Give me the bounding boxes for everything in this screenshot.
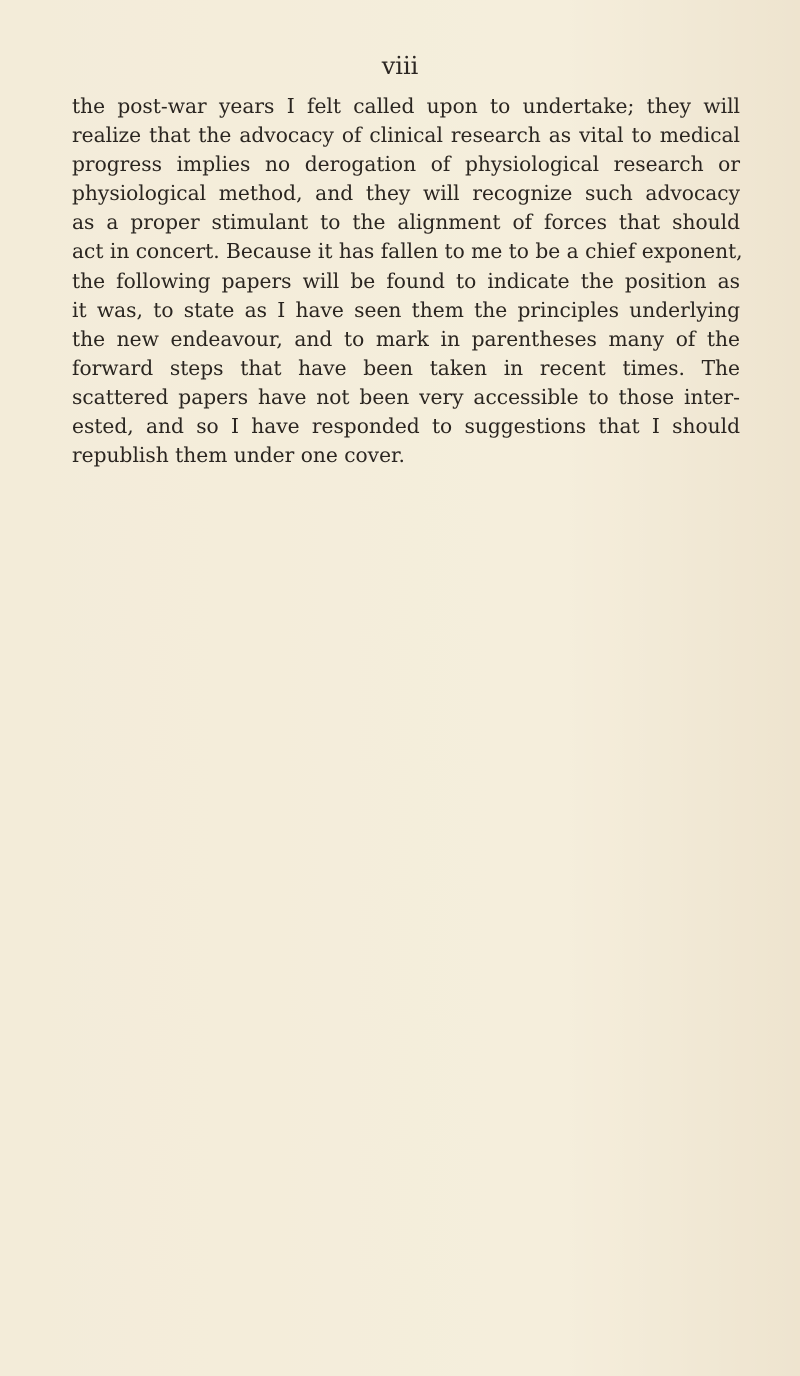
page-number: viii xyxy=(381,52,419,80)
text-line: the following papers will be found to indicate the position as xyxy=(72,268,740,293)
text-line: the post-war years I felt called upon to undertake; they will xyxy=(72,94,740,118)
text-line: ested, and so I have responded to suggestions that I should xyxy=(72,414,740,439)
text-line: republish them under one cover. xyxy=(72,443,405,468)
text-line: scattered papers have not been very accessible to those inter- xyxy=(72,384,740,409)
body-paragraph xyxy=(72,92,743,470)
text-line: forward steps that have been taken in recent times. The xyxy=(72,355,740,380)
text-line: physiological method, and they will recognize such advocacy xyxy=(72,181,740,206)
text-line: it was, to state as I have seen them the principles underlying xyxy=(72,297,740,322)
text-line: the new endeavour, and to mark in parentheses many of the xyxy=(72,326,740,351)
text-line: progress implies no derogation of physiological research or xyxy=(72,152,740,177)
text-line: act in concert. Because it has fallen to me to be a chief exponent, xyxy=(72,239,743,264)
text-line: realize that the advocacy of clinical research as vital to medical xyxy=(72,123,740,148)
text-line: as a proper stimulant to the alignment of forces that should xyxy=(72,210,740,235)
